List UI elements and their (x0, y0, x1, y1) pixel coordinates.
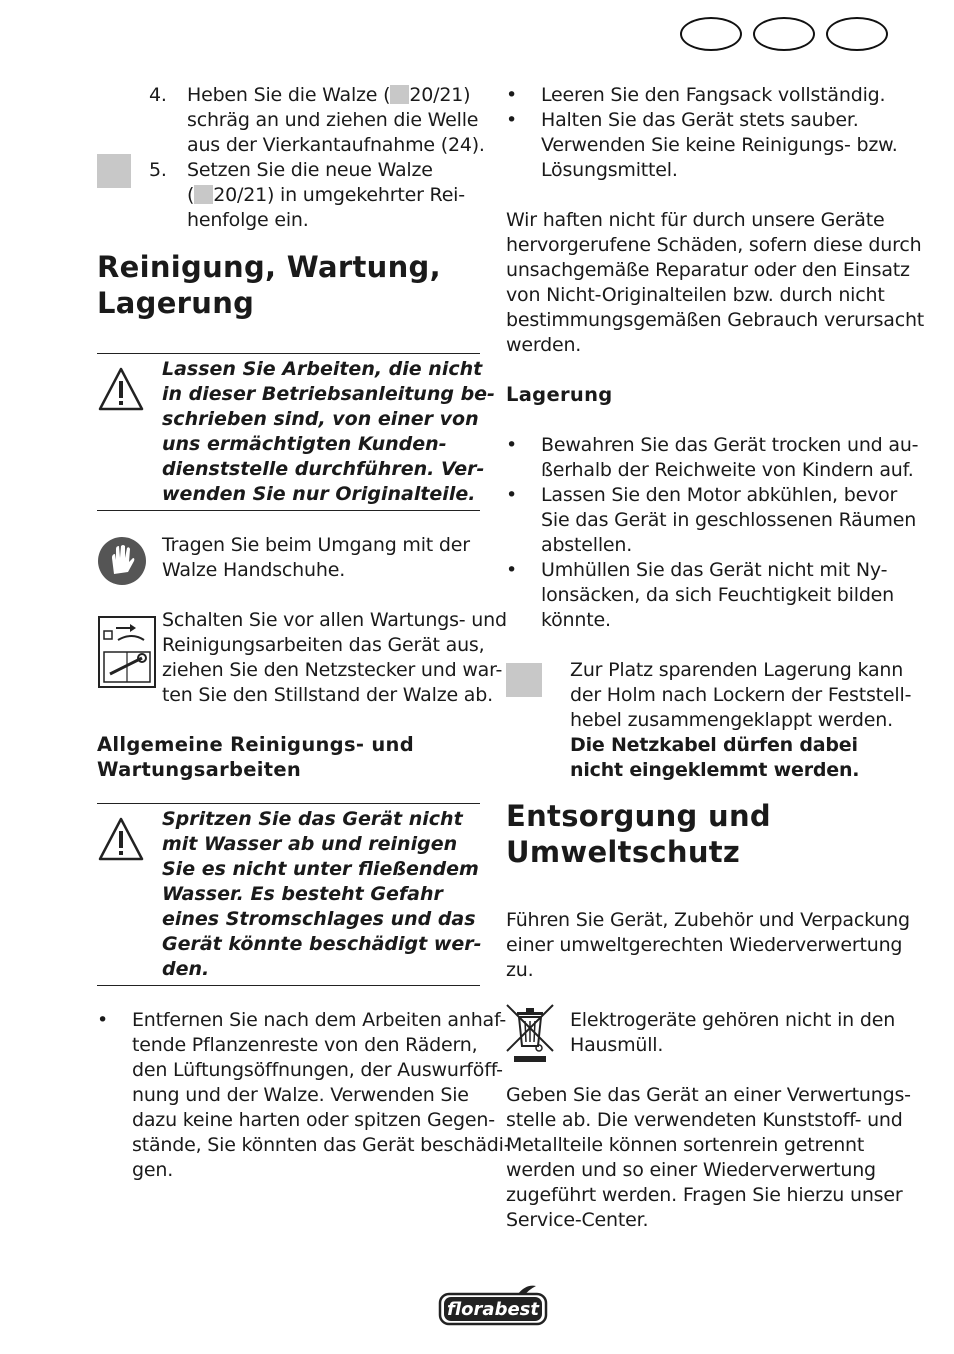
bullet: • (506, 109, 518, 131)
step-4 (149, 83, 487, 158)
list-item: • Lassen Sie den Motor abkühlen, bevor Sie das Gerät in geschlossenen Räumen abstellen. (506, 484, 917, 556)
step-text: 20/21) in umgekehrter Rei- (213, 184, 465, 206)
section-heading-disposal: Entsorgung und Umweltschutz (506, 799, 771, 869)
list-item: • Umhüllen Sie das Gerät nicht mit Ny- lonsäcken, da sich Feuchtigkeit bilden könnte. (506, 559, 895, 631)
image-ref-placeholder (390, 85, 409, 104)
step-text: Heben Sie die Walze ( (187, 84, 391, 106)
brand-name: florabest (447, 1299, 539, 1320)
weee-text: Elektrogeräte gehören nicht in den Hausmüll. (570, 1009, 896, 1056)
step-text: henfolge ein. (187, 209, 309, 231)
section-heading-cleaning: Reinigung, Wartung, Lagerung (97, 250, 441, 320)
divider (97, 353, 480, 354)
list-item: • Halten Sie das Gerät stets sauber. Verwenden Sie keine Reinigungs- bzw. Lösungsmittel. (506, 109, 898, 181)
step-text: aus der Vierkantaufnahme (24). (187, 134, 485, 156)
crossed-bin-weee-icon (504, 1002, 556, 1068)
figure-placeholder-icon (506, 663, 542, 697)
list-item: • Bewahren Sie das Gerät trocken und au- ßerhalb der Reichweite von Kindern auf. (506, 434, 919, 481)
divider (97, 985, 480, 986)
language-oval-3 (826, 17, 888, 51)
bullet-list (506, 433, 919, 633)
step-5 (149, 158, 487, 233)
list-item: • Leeren Sie den Fangsack vollständig. (506, 84, 886, 106)
divider (97, 803, 480, 804)
bullet: • (506, 434, 518, 456)
step-number: 4. (149, 84, 167, 106)
recycle-paragraph: Geben Sie das Gerät an einer Verwertungs- stelle ab. Die verwendeten Kunststoff- und Metallteile können sortenrein getrennt werden und so einer Wiederverwertung zugeführt werden. Fragen Sie hierzu unser Service-Center. (506, 1084, 911, 1231)
list-item: • Entfernen Sie nach dem Arbeiten anhaf- tende Pflanzenreste von den Rädern, den Lüftungsöffnungen, der Auswurföff- nung und der Walze. Verwenden Sie dazu keine harten oder spitzen Gegen- stände, Sie könnten das Gerät beschädi- gen. (97, 1009, 511, 1181)
figure-placeholder-icon (97, 154, 131, 188)
divider (97, 510, 480, 511)
liability-paragraph: Wir haften nicht für durch unsere Geräte hervorgerufene Schäden, sofern diese durch unsachgemäße Reparatur oder den Einsatz von Nicht-Originalteilen bzw. durch nicht bestimmungsgemäßen Gebrauch verursacht werden. (506, 209, 925, 356)
bullet: • (506, 484, 518, 506)
warning-triangle-icon (97, 816, 145, 866)
florabest-logo (438, 1284, 550, 1332)
image-ref-placeholder (194, 185, 213, 204)
step-text: 20/21) (409, 84, 471, 106)
disposal-paragraph: Führen Sie Gerät, Zubehör und Verpackung einer umweltgerechten Wiederverwertung zu. (506, 909, 910, 981)
step-text: Setzen Sie die neue Walze (187, 159, 433, 181)
language-oval-2 (753, 17, 815, 51)
bullet: • (97, 1009, 109, 1031)
step-text: ( (187, 184, 195, 206)
bullet-list (506, 83, 901, 183)
bullet: • (506, 559, 518, 581)
language-oval-1 (680, 17, 742, 51)
subheading-storage: Lagerung (506, 383, 613, 406)
step-list (149, 83, 487, 233)
subheading-general-maintenance: Allgemeine Reinigungs- und Wartungsarbeiten (97, 733, 414, 781)
step-number: 5. (149, 159, 167, 181)
gloves-text: Tragen Sie beim Umgang mit der Walze Handschuhe. (162, 534, 470, 581)
step-text: schräg an und ziehen die Welle (187, 109, 479, 131)
fold-note: Zur Platz sparenden Lagerung kann der Holm nach Lockern der Feststell- hebel zusammengeklappt werden. Die Netzkabel dürfen dabei nicht eingeklemmt werden. (570, 659, 912, 781)
warning-text-2: Spritzen Sie das Gerät nicht mit Wasser ab und reinigen Sie es nicht unter fließendem Wasser. Es besteht Gefahr eines Stromschlages und das Gerät könnte beschädigt wer- den. (162, 808, 482, 980)
gloves-icon (97, 536, 147, 590)
unplug-manual-icon (98, 616, 156, 692)
warning-text-1: Lassen Sie Arbeiten, die nicht in dieser Betriebsanleitung be- schrieben sind, von einer von uns ermächtigten Kunden- dienststelle durchführen. Ver- wenden Sie nur Originalteile. (162, 358, 495, 505)
bullet: • (506, 84, 518, 106)
warning-triangle-icon (97, 366, 145, 416)
unplug-text: Schalten Sie vor allen Wartungs- und Reinigungsarbeiten das Gerät aus, ziehen Sie den Netzstecker und war- ten Sie den Stillstand der Walze ab. (162, 609, 507, 706)
bullet-list (97, 1008, 511, 1183)
